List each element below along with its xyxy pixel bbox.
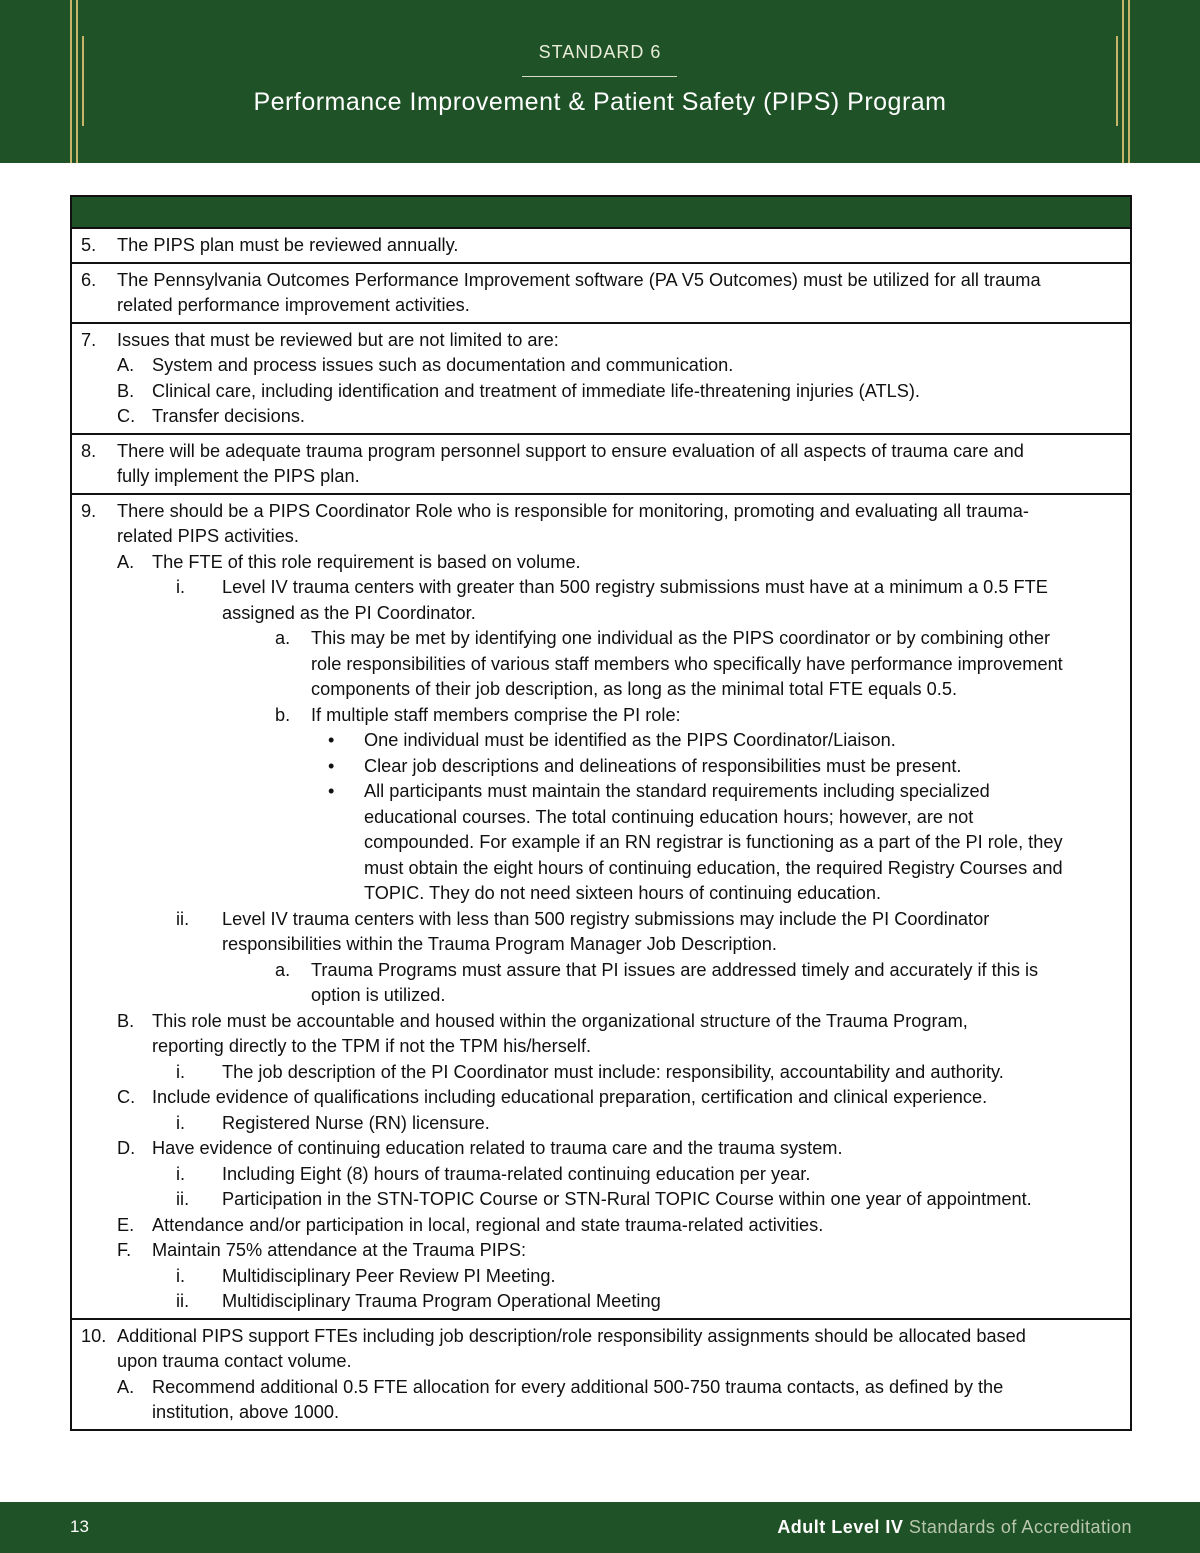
- list-item-text: Include evidence of qualifications including educational preparation, certification and clinical experience.: [152, 1087, 988, 1107]
- header-decor-line: [70, 0, 72, 163]
- list-item: [78, 464, 1124, 490]
- list-item: [78, 958, 1124, 984]
- footer-title: [777, 1517, 1132, 1538]
- footer-title-bold: Adult Level IV: [777, 1517, 904, 1537]
- header-decor-line: [76, 0, 78, 163]
- list-item-text: System and process issues such as documentation and communication.: [152, 355, 734, 375]
- list-item: [78, 499, 1124, 525]
- header-decor-line: [1128, 0, 1130, 163]
- list-marker: •: [328, 730, 335, 750]
- list-item: [78, 1060, 1124, 1086]
- list-item-text: role responsibilities of various staff members who specifically have performance improvement: [311, 653, 1063, 674]
- list-marker: 9.: [81, 500, 97, 521]
- list-item-text: Clinical care, including identification and treatment of immediate life-threatening injuries (ATLS).: [152, 380, 920, 401]
- list-marker: D.: [117, 1138, 136, 1158]
- list-item: [78, 830, 1124, 856]
- list-item-text: related performance improvement activities.: [117, 295, 470, 315]
- list-item: [78, 677, 1124, 703]
- list-item-text: There will be adequate trauma program personnel support to ensure evaluation of all aspects of trauma care and: [117, 440, 1024, 461]
- list-item: [78, 550, 1124, 576]
- list-item: [78, 754, 1124, 780]
- table-row: [72, 495, 1130, 1320]
- list-item-text: All participants must maintain the standard requirements including specialized: [364, 781, 990, 801]
- list-item-text: This may be met by identifying one individual as the PIPS coordinator or by combining other: [311, 628, 1051, 648]
- list-marker: 7.: [81, 329, 97, 350]
- list-marker: ii.: [176, 908, 190, 929]
- list-marker: F.: [117, 1240, 132, 1260]
- list-item-text: Issues that must be reviewed but are not limited to are:: [117, 329, 559, 350]
- list-item: [78, 233, 1124, 259]
- list-item-text: institution, above 1000.: [152, 1402, 340, 1422]
- list-marker: A.: [117, 355, 135, 375]
- list-item: [78, 1085, 1124, 1111]
- list-marker: •: [328, 755, 335, 776]
- list-item: [78, 293, 1124, 319]
- list-item: [78, 1136, 1124, 1162]
- list-item-text: The job description of the PI Coordinator must include: responsibility, accountability and authority.: [222, 1061, 1004, 1082]
- list-item-text: educational courses. The total continuing education hours; however, are not: [364, 806, 974, 827]
- list-item: [78, 601, 1124, 627]
- list-item-text: There should be a PIPS Coordinator Role who is responsible for monitoring, promoting and evaluating all trauma-: [117, 500, 1029, 521]
- standard-label: STANDARD 6: [538, 42, 662, 62]
- list-marker: C.: [117, 406, 136, 426]
- list-item: [78, 404, 1124, 430]
- list-item-text: must obtain the eight hours of continuing education, the required Registry Courses and: [364, 857, 1063, 878]
- list-item-text: This role must be accountable and housed within the organizational structure of the Trauma Program,: [152, 1010, 968, 1031]
- page-header: [0, 0, 1200, 163]
- list-marker: B.: [117, 1010, 135, 1031]
- list-item-text: option is utilized.: [311, 985, 446, 1005]
- list-item-text: Multidisciplinary Trauma Program Operational Meeting: [222, 1291, 661, 1311]
- list-marker: b.: [275, 704, 291, 725]
- list-item-text: Maintain 75% attendance at the Trauma PIPS:: [152, 1240, 527, 1260]
- list-item: [78, 1400, 1124, 1426]
- list-marker: A.: [117, 1376, 135, 1397]
- table-row: [72, 229, 1130, 264]
- list-item: [78, 932, 1124, 958]
- list-item-text: TOPIC. They do not need sixteen hours of continuing education.: [364, 883, 881, 903]
- list-item-text: Including Eight (8) hours of trauma-related continuing education per year.: [222, 1163, 811, 1184]
- list-marker: ii.: [176, 1291, 190, 1311]
- list-item: [78, 779, 1124, 805]
- list-item: [78, 1009, 1124, 1035]
- list-item-text: fully implement the PIPS plan.: [117, 466, 360, 486]
- list-item: [78, 1375, 1124, 1401]
- list-item-text: Registered Nurse (RN) licensure.: [222, 1112, 490, 1133]
- table-body: [72, 229, 1130, 1429]
- list-item: [78, 268, 1124, 294]
- list-marker: ii.: [176, 1189, 190, 1209]
- list-item: [78, 1349, 1124, 1375]
- list-item: [78, 328, 1124, 354]
- list-item: [78, 1187, 1124, 1213]
- list-item: [78, 983, 1124, 1009]
- standards-table: [70, 195, 1132, 1431]
- list-marker: B.: [117, 380, 135, 401]
- footer-title-light: Standards of Accreditation: [908, 1517, 1132, 1537]
- list-marker: 8.: [81, 440, 97, 461]
- list-item: [78, 1162, 1124, 1188]
- list-item-text: Have evidence of continuing education related to trauma care and the trauma system.: [152, 1138, 843, 1158]
- header-divider: [522, 76, 677, 77]
- list-item: [78, 439, 1124, 465]
- list-item-text: Level IV trauma centers with greater than 500 registry submissions must have at a minimum a 0.5 FTE: [222, 577, 1048, 597]
- list-item: [78, 1111, 1124, 1137]
- list-marker: 10.: [81, 1325, 107, 1346]
- list-item-text: Participation in the STN-TOPIC Course or STN-Rural TOPIC Course within one year of appointment.: [222, 1189, 1032, 1209]
- list-marker: 6.: [81, 269, 97, 290]
- list-item-text: Level IV trauma centers with less than 500 registry submissions may include the PI Coordinator: [222, 908, 990, 929]
- table-row: [72, 264, 1130, 324]
- list-item: [78, 1238, 1124, 1264]
- list-item: [78, 728, 1124, 754]
- list-item: [78, 1264, 1124, 1290]
- list-item: [78, 1213, 1124, 1239]
- table-row: [72, 324, 1130, 435]
- list-item-text: Trauma Programs must assure that PI issues are addressed timely and accurately if this is: [311, 959, 1039, 980]
- list-item: [78, 652, 1124, 678]
- list-item: [78, 626, 1124, 652]
- list-marker: i.: [176, 1112, 186, 1133]
- list-item-text: components of their job description, as long as the minimal total FTE equals 0.5.: [311, 679, 957, 699]
- list-item-text: The FTE of this role requirement is based on volume.: [152, 551, 581, 572]
- list-marker: C.: [117, 1087, 136, 1107]
- list-item-text: Additional PIPS support FTEs including job description/role responsibility assignments should be allocated based: [117, 1325, 1026, 1346]
- list-marker: i.: [176, 577, 186, 597]
- list-item-text: The Pennsylvania Outcomes Performance Improvement software (PA V5 Outcomes) must be utilized for all trauma: [117, 269, 1041, 290]
- list-item-text: assigned as the PI Coordinator.: [222, 602, 476, 623]
- list-item-text: responsibilities within the Trauma Program Manager Job Description.: [222, 934, 777, 954]
- list-item: [78, 907, 1124, 933]
- list-item-text: The PIPS plan must be reviewed annually.: [117, 235, 459, 255]
- list-item: [78, 856, 1124, 882]
- list-item: [78, 379, 1124, 405]
- list-item: [78, 881, 1124, 907]
- table-row: [72, 1320, 1130, 1429]
- header-decor-line: [1122, 0, 1124, 163]
- page-number: 13: [70, 1517, 89, 1536]
- table-row: [72, 435, 1130, 495]
- list-item-text: Recommend additional 0.5 FTE allocation for every additional 500-750 trauma contacts, as defined by the: [152, 1376, 1004, 1397]
- list-item-text: Clear job descriptions and delineations of responsibilities must be present.: [364, 755, 962, 776]
- list-marker: i.: [176, 1163, 186, 1184]
- list-item-text: Attendance and/or participation in local, regional and state trauma-related activities.: [152, 1214, 824, 1235]
- list-marker: E.: [117, 1214, 135, 1235]
- list-item: [78, 805, 1124, 831]
- list-item: [78, 353, 1124, 379]
- list-marker: i.: [176, 1061, 186, 1082]
- page-footer: [0, 1502, 1200, 1553]
- list-item-text: upon trauma contact volume.: [117, 1351, 352, 1371]
- list-item-text: One individual must be identified as the PIPS Coordinator/Liaison.: [364, 730, 896, 750]
- list-item: [78, 703, 1124, 729]
- list-item-text: Transfer decisions.: [152, 406, 305, 426]
- list-item: [78, 1289, 1124, 1315]
- list-item: [78, 524, 1124, 550]
- list-item-text: Multidisciplinary Peer Review PI Meeting.: [222, 1265, 556, 1286]
- list-item: [78, 1034, 1124, 1060]
- list-marker: a.: [275, 959, 291, 980]
- list-item: [78, 1324, 1124, 1350]
- list-marker: 5.: [81, 235, 97, 255]
- list-item: [78, 575, 1124, 601]
- list-marker: a.: [275, 628, 291, 648]
- list-item-text: related PIPS activities.: [117, 526, 299, 546]
- list-marker: •: [328, 781, 335, 801]
- list-marker: A.: [117, 551, 135, 572]
- table-header-bar: [72, 197, 1130, 229]
- list-marker: i.: [176, 1265, 186, 1286]
- page-title: Performance Improvement & Patient Safety (PIPS) Program: [253, 88, 947, 116]
- list-item-text: If multiple staff members comprise the PI role:: [311, 704, 681, 725]
- list-item-text: compounded. For example if an RN registrar is functioning as a part of the PI role, they: [364, 832, 1063, 852]
- list-item-text: reporting directly to the TPM if not the TPM his/herself.: [152, 1036, 592, 1056]
